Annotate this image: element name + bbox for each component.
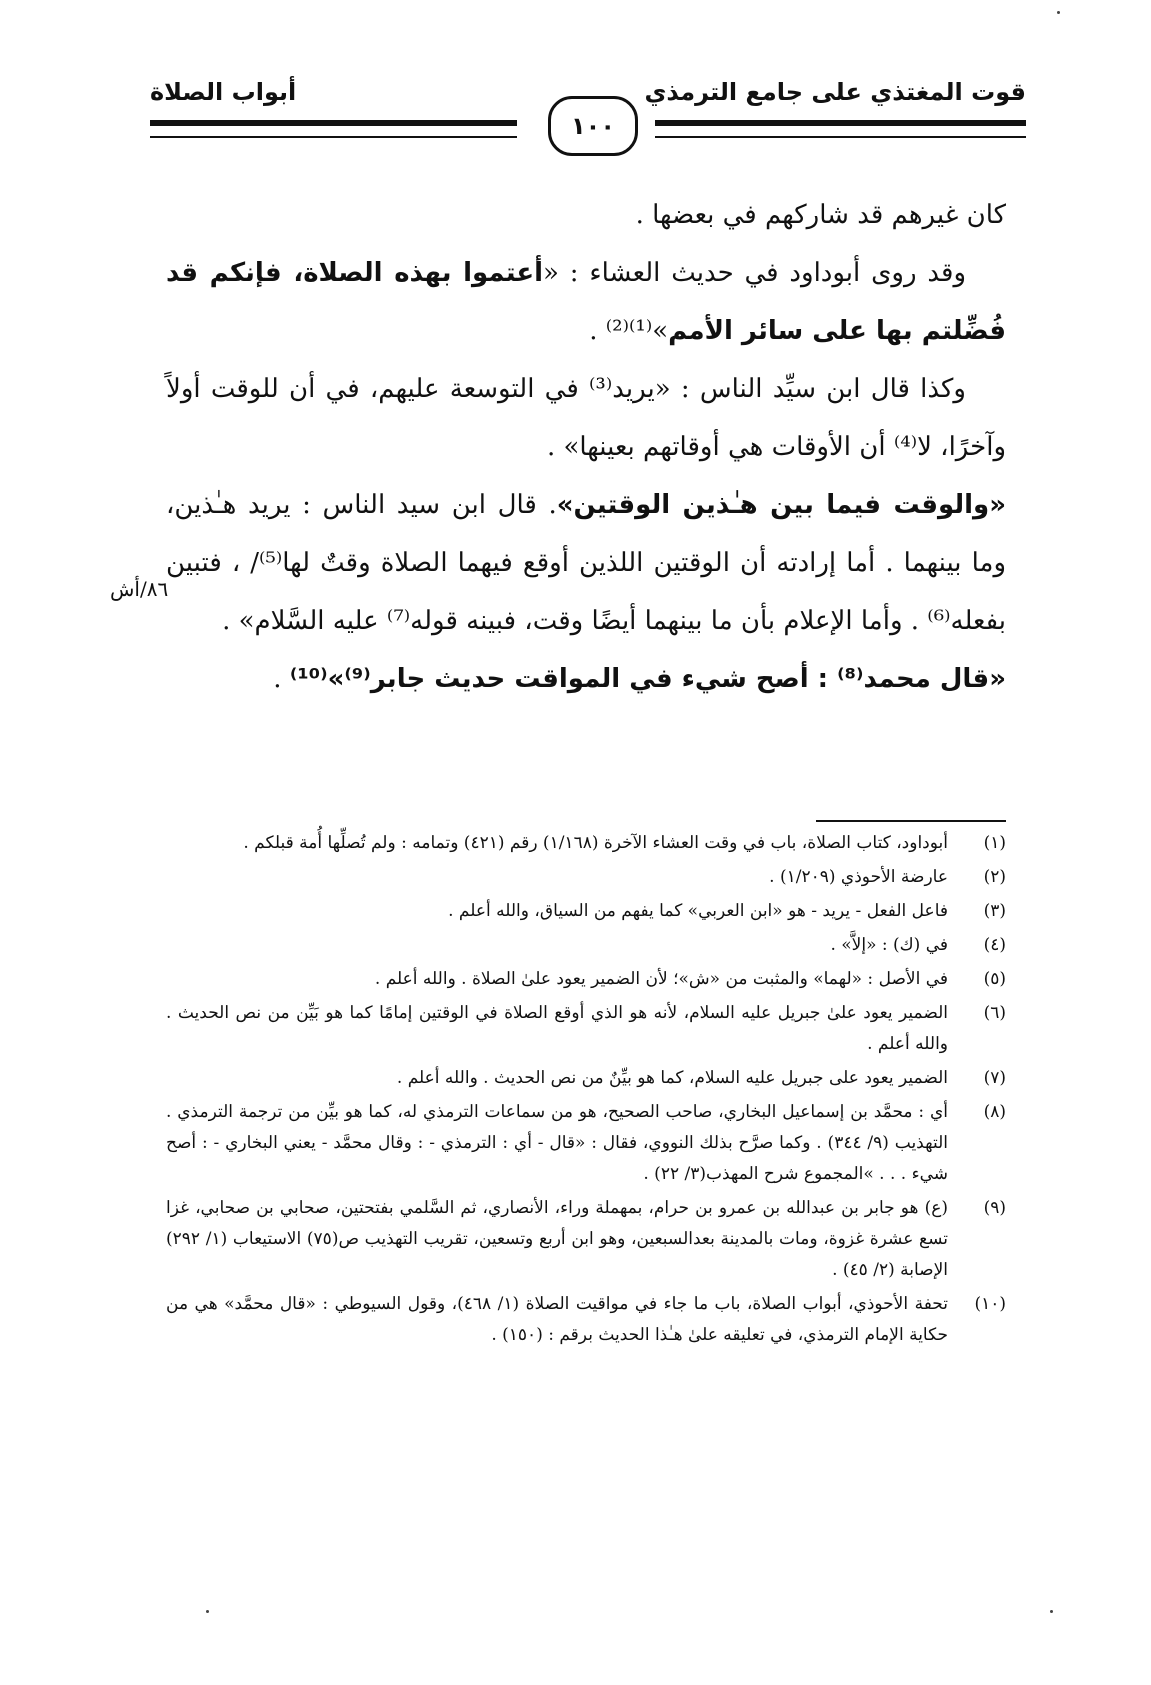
footnote-separator	[816, 820, 1006, 822]
paragraph-intro: وقد روى أبوداود في حديث العشاء : «	[543, 258, 966, 288]
scan-speck	[1050, 1610, 1053, 1613]
footnote	[166, 828, 1006, 859]
body-paragraph: كان غيرهم قد شاركهم في بعضها .	[635, 200, 1006, 230]
footnote	[166, 896, 1006, 927]
body-paragraph	[166, 244, 1006, 360]
footnote-number: (٤)	[983, 935, 1006, 955]
scan-speck	[206, 1610, 209, 1613]
footnote-number: (٥)	[983, 969, 1006, 989]
footnote	[166, 998, 1006, 1060]
footnote-text: الضمير يعود على جبريل عليه السلام، كما هو بيِّنٌ من نص الحديث . والله أعلم .	[396, 1068, 948, 1088]
paragraph-end: »⁽¹⁾⁽²⁾ .	[589, 316, 669, 346]
body-paragraph	[166, 476, 1006, 650]
footnote	[166, 964, 1006, 995]
footnote-text: أبوداود، كتاب الصلاة، باب في وقت العشاء الآخرة (١/١٦٨) رقم (٤٢١) وتمامه : ولم تُصلِّها أُمة قبلكم .	[243, 833, 948, 853]
footnote-number: (٣)	[983, 901, 1006, 921]
footnote-number: (١)	[983, 833, 1006, 853]
footnote-text: أي : محمَّد بن إسماعيل البخاري، صاحب الصحيح، هو من سماعات الترمذي له، كما هو بيِّن من ترجمة الترمذي . التهذيب (٩/ ٣٤٤) . وكما صرَّح بذلك النووي، فقال : «قال - أي : الترمذي - : وقال محمَّد - يعني البخاري - : أصح شيء . . . »المجموع شرح المهذب(٣/ ٢٢) .	[166, 1102, 948, 1184]
footnote-number: (٧)	[983, 1068, 1006, 1088]
hadith-quote: «والوقت فيما بين هـٰذين الوقتين»	[556, 490, 1006, 520]
footnote	[166, 1193, 1006, 1286]
commentary-text: . قال ابن سيد الناس : يريد هـٰذين، وما بينهما . أما إرادته أن الوقتين اللذين أوقع فيهما الصلاة وقتٌ لها⁽⁵⁾/ ، فتبين بفعله⁽⁶⁾ . وأما الإعلام بأن ما بينهما أيضًا وقت، فبينه قوله⁽⁷⁾ عليه السَّلام» .	[166, 490, 1006, 636]
footnote-text: عارضة الأحوذي (١/٢٠٩) .	[769, 867, 948, 887]
margin-manuscript-reference: ٨٦/أش	[110, 577, 169, 601]
header-rule-left	[150, 120, 517, 138]
footnote-number: (٢)	[983, 867, 1006, 887]
page-number: ١٠٠	[548, 96, 638, 156]
footnote	[166, 1289, 1006, 1351]
footnote-text: في الأصل : «لهما» والمثبت من «ش»؛ لأن الضمير يعود علىٰ الصلاة . والله أعلم .	[374, 969, 948, 989]
main-text	[166, 186, 1006, 708]
footnote-text: الضمير يعود علىٰ جبريل عليه السلام، لأنه هو الذي أوقع الصلاة في الوقتين إمامًا كما هو بَيِّن من نص الحديث . والله أعلم .	[166, 1003, 948, 1054]
footnote	[166, 1097, 1006, 1190]
footnote-text: فاعل الفعل - يريد - هو «ابن العربي» كما يفهم من السياق، والله أعلم .	[448, 901, 948, 921]
header-rule-right	[655, 120, 1026, 138]
hadith-quote: «قال محمد⁽⁸⁾ : أصح شيء في المواقت حديث جابر⁽⁹⁾»⁽¹⁰⁾	[289, 664, 1006, 694]
paragraph-end: .	[273, 664, 290, 694]
footnote-number: (١٠)	[974, 1294, 1006, 1314]
scan-speck	[1057, 11, 1060, 14]
body-paragraph: وكذا قال ابن سيِّد الناس : «يريد⁽³⁾ في التوسعة عليهم، في أن للوقت أولاً وآخرًا، لا⁽⁴⁾ أن الأوقات هي أوقاتهم بعينها» .	[166, 374, 1006, 462]
footnotes-list	[166, 828, 1006, 1354]
footnote-number: (٦)	[983, 1003, 1006, 1023]
footnote-number: (٨)	[983, 1102, 1006, 1122]
footnote-text: في (ك) : «إلاَّ» .	[830, 935, 948, 955]
footnote-number: (٩)	[983, 1198, 1006, 1218]
footnote	[166, 862, 1006, 893]
body-paragraph	[166, 650, 1006, 708]
footnote	[166, 1063, 1006, 1094]
footnote-text: تحفة الأحوذي، أبواب الصلاة، باب ما جاء في مواقيت الصلاة (١/ ٤٦٨)، وقول السيوطي : «قال محمَّد» هي من حكاية الإمام الترمذي، في تعليقه علىٰ هـٰذا الحديث برقم : (١٥٠) .	[166, 1294, 948, 1345]
hadith-quote: أعتموا بهذه الصلاة، فإنكم قد فُضِّلتم بها على سائر الأمم	[166, 258, 1006, 346]
running-book-title: قوت المغتذي على جامع الترمذي	[644, 78, 1026, 106]
footnote	[166, 930, 1006, 961]
running-section-title: أبواب الصلاة	[150, 78, 297, 106]
footnote-text: (ع) هو جابر بن عبدالله بن عمرو بن حرام، بمهملة وراء، الأنصاري، ثم السَّلمي بفتحتين، صحابي بن صحابي، غزا تسع عشرة غزوة، ومات بالمدينة بعدالسبعين، وهو ابن أربع وتسعين، تقريب التهذيب ص(٧٥) الاستيعاب (١/ ٢٩٢) الإصابة (٢/ ٤٥) .	[166, 1198, 948, 1280]
